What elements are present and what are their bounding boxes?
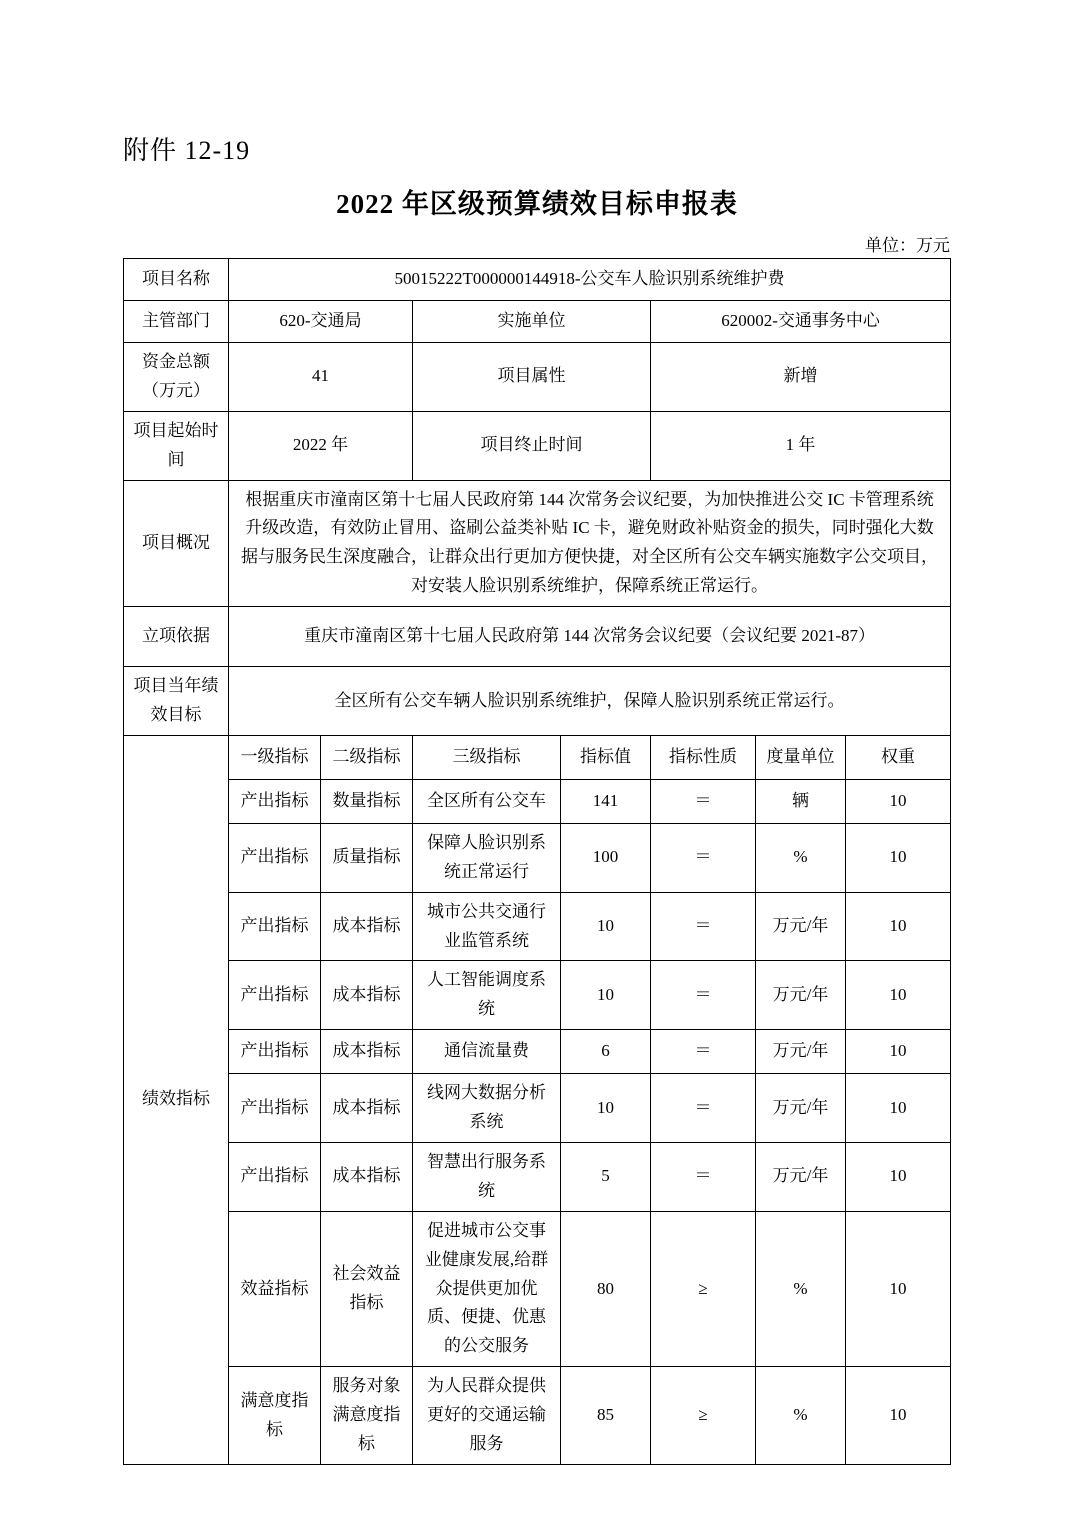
annual-goal-value: 全区所有公交车辆人脸识别系统维护，保障人脸识别系统正常运行。 — [229, 667, 951, 736]
indicator-level1: 产出指标 — [229, 823, 321, 892]
indicator-header-row — [124, 735, 951, 779]
project-attr-label: 项目属性 — [413, 343, 651, 412]
project-name-label: 项目名称 — [124, 259, 229, 301]
indicator-nature: ＝ — [651, 1143, 756, 1212]
indicator-level2: 质量指标 — [321, 823, 413, 892]
table-row-department — [124, 301, 951, 343]
indicator-row — [124, 1143, 951, 1212]
header-level1: 一级指标 — [229, 735, 321, 779]
indicator-row — [124, 1074, 951, 1143]
basis-label: 立项依据 — [124, 607, 229, 667]
total-amount-value: 41 — [229, 343, 413, 412]
indicator-level2: 成本指标 — [321, 1074, 413, 1143]
indicator-level2: 成本指标 — [321, 961, 413, 1030]
dept-label: 主管部门 — [124, 301, 229, 343]
indicator-unit: 万元/年 — [756, 1143, 846, 1212]
indicator-nature: ＝ — [651, 892, 756, 961]
indicator-unit: 万元/年 — [756, 961, 846, 1030]
indicator-level1: 产出指标 — [229, 779, 321, 823]
header-weight: 权重 — [846, 735, 951, 779]
indicator-value: 80 — [561, 1211, 651, 1366]
total-amount-label: 资金总额（万元） — [124, 343, 229, 412]
indicator-level1: 产出指标 — [229, 892, 321, 961]
header-level3: 三级指标 — [413, 735, 561, 779]
indicator-level2: 数量指标 — [321, 779, 413, 823]
header-level2: 二级指标 — [321, 735, 413, 779]
indicator-level3: 城市公共交通行业监管系统 — [413, 892, 561, 961]
impl-unit-label: 实施单位 — [413, 301, 651, 343]
indicator-weight: 10 — [846, 1367, 951, 1465]
indicator-level2: 成本指标 — [321, 1030, 413, 1074]
indicator-level3: 为人民群众提供更好的交通运输服务 — [413, 1367, 561, 1465]
indicator-weight: 10 — [846, 892, 951, 961]
indicator-value: 10 — [561, 961, 651, 1030]
unit-note: 单位：万元 — [865, 236, 950, 255]
indicator-level2: 社会效益指标 — [321, 1211, 413, 1366]
indicator-weight: 10 — [846, 823, 951, 892]
indicator-row — [124, 1211, 951, 1366]
header-value: 指标值 — [561, 735, 651, 779]
indicator-row — [124, 961, 951, 1030]
end-time-label: 项目终止时间 — [413, 411, 651, 480]
indicator-unit: % — [756, 823, 846, 892]
start-time-value: 2022 年 — [229, 411, 413, 480]
indicator-unit: 辆 — [756, 779, 846, 823]
indicator-level3: 智慧出行服务系统 — [413, 1143, 561, 1212]
indicator-weight: 10 — [846, 961, 951, 1030]
indicator-unit: % — [756, 1367, 846, 1465]
end-time-value: 1 年 — [651, 411, 951, 480]
impl-unit-value: 620002-交通事务中心 — [651, 301, 951, 343]
project-name-value: 50015222T000000144918-公交车人脸识别系统维护费 — [229, 259, 951, 301]
indicators-section-label: 绩效指标 — [124, 735, 229, 1464]
indicator-row — [124, 1367, 951, 1465]
overview-value: 根据重庆市潼南区第十七届人民政府第 144 次常务会议纪要，为加快推进公交 IC 卡管理系统升级改造，有效防止冒用、盗刷公益类补贴 IC 卡，避免财政补贴资金的损失，同时强化大数据与服务民生深度融合，让群众出行更加方便快捷，对全区所有公交车辆实施数字公交项目，对安装人脸识别系统维护，保障系统正常运行。 — [229, 480, 951, 607]
indicator-level3: 人工智能调度系统 — [413, 961, 561, 1030]
indicator-level3: 线网大数据分析系统 — [413, 1074, 561, 1143]
indicator-weight: 10 — [846, 1074, 951, 1143]
indicator-weight: 10 — [846, 779, 951, 823]
indicator-weight: 10 — [846, 1211, 951, 1366]
indicator-row — [124, 823, 951, 892]
indicator-level1: 产出指标 — [229, 1074, 321, 1143]
indicator-nature: ＝ — [651, 779, 756, 823]
indicator-level1: 产出指标 — [229, 1143, 321, 1212]
project-attr-value: 新增 — [651, 343, 951, 412]
indicator-value: 85 — [561, 1367, 651, 1465]
indicator-level2: 成本指标 — [321, 1143, 413, 1212]
table-row-basis — [124, 607, 951, 667]
indicator-nature: ≥ — [651, 1367, 756, 1465]
dept-value: 620-交通局 — [229, 301, 413, 343]
indicator-unit: 万元/年 — [756, 1030, 846, 1074]
indicator-nature: ＝ — [651, 1030, 756, 1074]
indicator-level1: 产出指标 — [229, 961, 321, 1030]
indicator-nature: ≥ — [651, 1211, 756, 1366]
indicator-level3: 促进城市公交事业健康发展,给群众提供更加优质、便捷、优惠的公交服务 — [413, 1211, 561, 1366]
indicator-level2: 服务对象满意度指标 — [321, 1367, 413, 1465]
indicator-value: 10 — [561, 1074, 651, 1143]
table-row-annual-goal — [124, 667, 951, 736]
indicator-value: 141 — [561, 779, 651, 823]
annual-goal-label: 项目当年绩效目标 — [124, 667, 229, 736]
indicator-unit: 万元/年 — [756, 892, 846, 961]
indicator-value: 100 — [561, 823, 651, 892]
indicator-value: 10 — [561, 892, 651, 961]
table-row-overview — [124, 480, 951, 607]
indicator-value: 6 — [561, 1030, 651, 1074]
indicator-level3: 通信流量费 — [413, 1030, 561, 1074]
indicator-level1: 满意度指标 — [229, 1367, 321, 1465]
start-time-label: 项目起始时间 — [124, 411, 229, 480]
basis-value: 重庆市潼南区第十七届人民政府第 144 次常务会议纪要（会议纪要 2021-87） — [229, 607, 951, 667]
indicator-value: 5 — [561, 1143, 651, 1212]
indicator-level2: 成本指标 — [321, 892, 413, 961]
indicator-weight: 10 — [846, 1143, 951, 1212]
budget-form-table — [123, 258, 951, 1465]
table-row-total-amount — [124, 343, 951, 412]
indicator-unit: % — [756, 1211, 846, 1366]
indicator-row — [124, 1030, 951, 1074]
indicator-row — [124, 892, 951, 961]
indicator-level1: 效益指标 — [229, 1211, 321, 1366]
overview-label: 项目概况 — [124, 480, 229, 607]
page-title: 2022 年区级预算绩效目标申报表 — [336, 189, 738, 219]
indicator-row — [124, 779, 951, 823]
indicator-nature: ＝ — [651, 823, 756, 892]
header-unit: 度量单位 — [756, 735, 846, 779]
indicator-nature: ＝ — [651, 1074, 756, 1143]
table-row-project-dates — [124, 411, 951, 480]
indicator-level3: 保障人脸识别系统正常运行 — [413, 823, 561, 892]
indicator-weight: 10 — [846, 1030, 951, 1074]
attachment-label: 附件 12-19 — [123, 136, 251, 165]
header-nature: 指标性质 — [651, 735, 756, 779]
indicator-level1: 产出指标 — [229, 1030, 321, 1074]
indicator-nature: ＝ — [651, 961, 756, 1030]
indicator-unit: 万元/年 — [756, 1074, 846, 1143]
table-row-project-name — [124, 259, 951, 301]
indicator-level3: 全区所有公交车 — [413, 779, 561, 823]
